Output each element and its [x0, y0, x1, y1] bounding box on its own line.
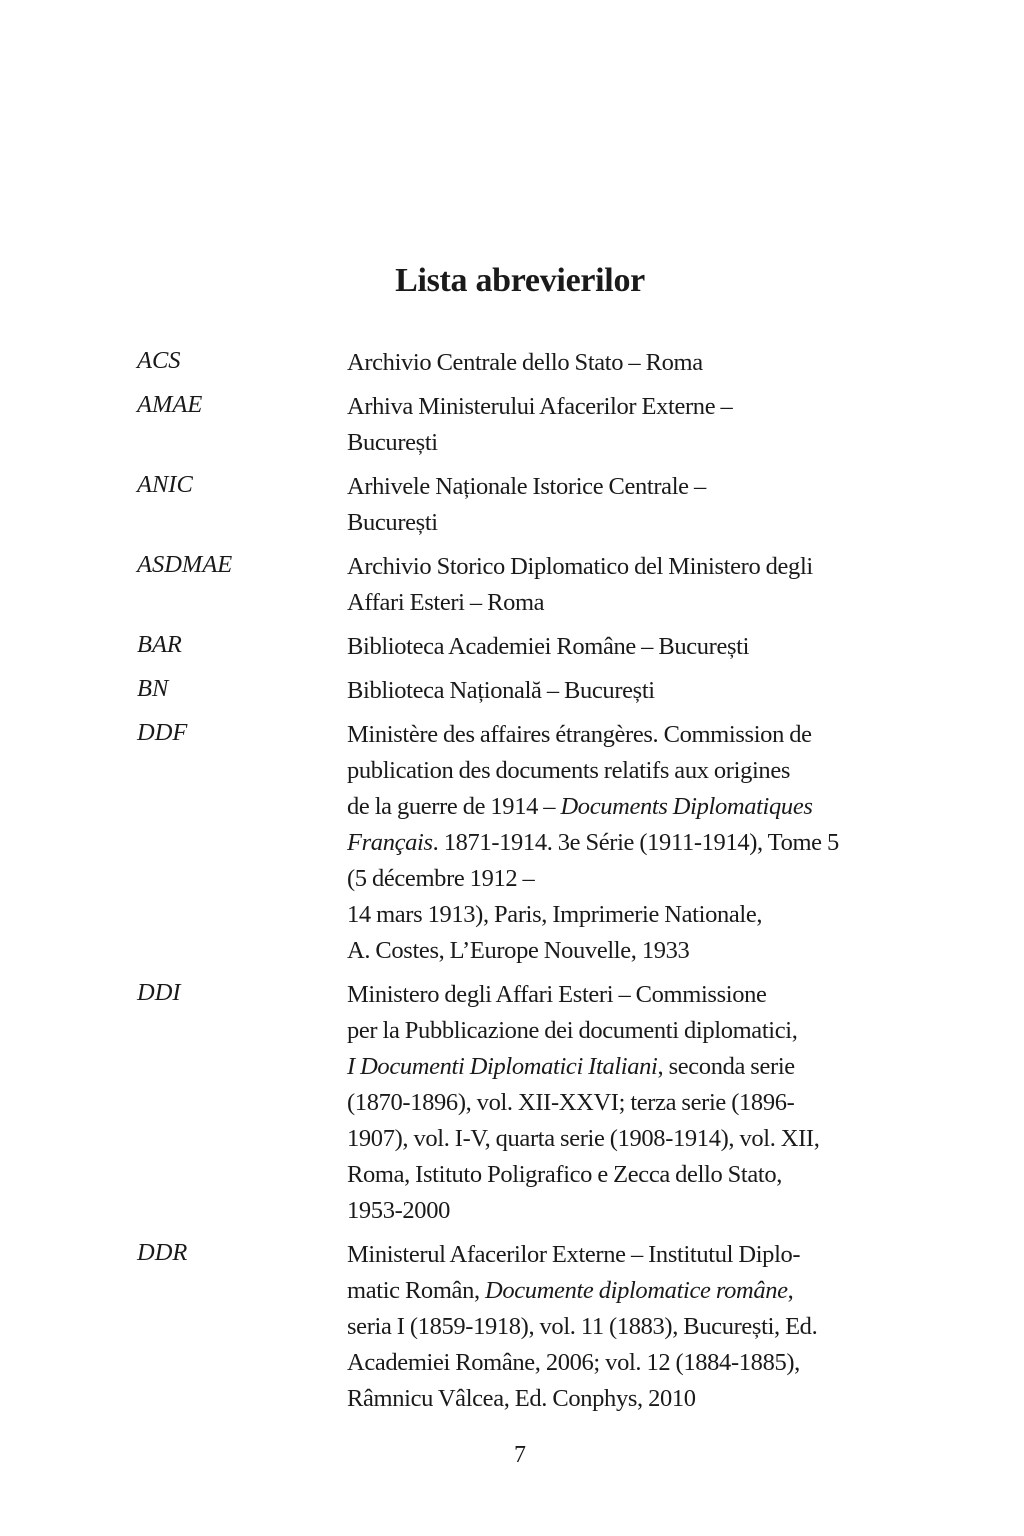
abbreviation-definition [347, 467, 907, 541]
definition-line [347, 425, 907, 461]
definition-text: , [787, 1277, 794, 1304]
definition-line [347, 1237, 907, 1273]
definition-text: Academiei Române, 2006; vol. 12 (1884-1885), [347, 1349, 800, 1376]
definition-text: Biblioteca Academiei Române – București [347, 633, 750, 660]
definition-line [347, 505, 907, 541]
definition-text: Affari Esteri – Roma [347, 589, 545, 616]
definition-line [347, 1013, 907, 1049]
abbreviation-term: ACS [137, 347, 181, 374]
italic-title-text: I Documenti Diplomatici Italiani [347, 1053, 658, 1080]
definition-line [347, 673, 907, 709]
italic-title-text: Documente diplomatice române [485, 1277, 788, 1304]
abbreviation-entry [137, 387, 907, 461]
definition-text: matic Român, [347, 1277, 486, 1304]
definition-line [347, 1121, 907, 1157]
abbreviation-definition [347, 715, 907, 969]
definition-text: Ministerul Afacerilor Externe – Institutul Diplo- [347, 1241, 801, 1268]
definition-line [347, 789, 907, 825]
definition-text: de la guerre de 1914 – [347, 793, 561, 820]
definition-text: 1953-2000 [347, 1197, 451, 1224]
definition-line [347, 933, 907, 969]
italic-title-text: Français [347, 829, 433, 856]
definition-text: Biblioteca Națională – București [347, 677, 655, 704]
definition-line [347, 629, 907, 665]
abbreviation-term: BN [137, 675, 169, 702]
definition-text: București [347, 509, 438, 536]
definition-line [347, 897, 907, 933]
definition-line [347, 1157, 907, 1193]
abbreviation-entry [137, 547, 907, 621]
definition-text: 14 mars 1913), Paris, Imprimerie Nationale, [347, 901, 763, 928]
definition-text: București [347, 429, 438, 456]
definition-line [347, 1309, 907, 1345]
definition-line [347, 861, 907, 897]
abbreviation-entry [137, 467, 907, 541]
definition-line [347, 345, 907, 381]
definition-text: A. Costes, L’Europe Nouvelle, 1933 [347, 937, 690, 964]
definition-text: (5 décembre 1912 – [347, 865, 535, 892]
definition-line [347, 1345, 907, 1381]
definition-text: Archivio Centrale dello Stato – Roma [347, 349, 703, 376]
definition-line [347, 717, 907, 753]
definition-line [347, 1193, 907, 1229]
definition-text: Ministero degli Affari Esteri – Commissione [347, 981, 767, 1008]
abbreviation-definition [347, 547, 907, 621]
definition-line [347, 389, 907, 425]
definition-text: Archivio Storico Diplomatico del Ministero degli [347, 553, 813, 580]
definition-line [347, 1273, 907, 1309]
abbreviation-entry [137, 715, 907, 969]
abbreviation-term: BAR [137, 631, 182, 658]
definition-text: (1870-1896), vol. XII-XXVI; terza serie (1896- [347, 1089, 795, 1116]
definition-line [347, 977, 907, 1013]
page-number: 7 [514, 1442, 526, 1468]
abbreviation-entry [137, 343, 907, 381]
abbreviation-entry [137, 627, 907, 665]
definition-text: per la Pubblicazione dei documenti diplomatici, [347, 1017, 798, 1044]
definition-line [347, 1049, 907, 1085]
page-title: Lista abrevierilor [395, 262, 645, 299]
definition-line [347, 585, 907, 621]
abbreviation-definition [347, 387, 907, 461]
definition-text: publication des documents relatifs aux origines [347, 757, 791, 784]
definition-line [347, 469, 907, 505]
definition-text: Râmnicu Vâlcea, Ed. Conphys, 2010 [347, 1385, 696, 1412]
definition-text: 1907), vol. I-V, quarta serie (1908-1914), vol. XII, [347, 1125, 820, 1152]
definition-line [347, 753, 907, 789]
abbreviation-term: AMAE [137, 391, 203, 418]
definition-line [347, 825, 907, 861]
definition-text: , seconda serie [657, 1053, 795, 1080]
abbreviation-definition [347, 627, 907, 665]
italic-title-text: Documents Diplomatiques [560, 793, 813, 820]
definition-text: Arhivele Naționale Istorice Centrale – [347, 473, 706, 500]
abbreviation-term: DDF [137, 719, 188, 746]
abbreviation-entry [137, 1235, 907, 1417]
definition-text: seria I (1859-1918), vol. 11 (1883), București, Ed. [347, 1313, 818, 1340]
abbreviation-entry [137, 975, 907, 1229]
definition-line [347, 1085, 907, 1121]
abbreviation-list [137, 343, 907, 1417]
definition-text: . 1871-1914. 3e Série (1911-1914), Tome 5 [432, 829, 839, 856]
definition-text: Roma, Istituto Poligrafico e Zecca dello Stato, [347, 1161, 783, 1188]
abbreviation-definition [347, 343, 907, 381]
definition-text: Ministère des affaires étrangères. Commission de [347, 721, 812, 748]
abbreviation-term: ANIC [137, 471, 193, 498]
definition-line [347, 1381, 907, 1417]
definition-line [347, 549, 907, 585]
definition-text: Arhiva Ministerului Afacerilor Externe – [347, 393, 733, 420]
abbreviation-definition [347, 975, 907, 1229]
abbreviation-definition [347, 1235, 907, 1417]
abbreviation-term: ASDMAE [137, 551, 233, 578]
abbreviation-term: DDR [137, 1239, 188, 1266]
abbreviation-term: DDI [137, 979, 181, 1006]
abbreviation-definition [347, 671, 907, 709]
abbreviation-entry [137, 671, 907, 709]
